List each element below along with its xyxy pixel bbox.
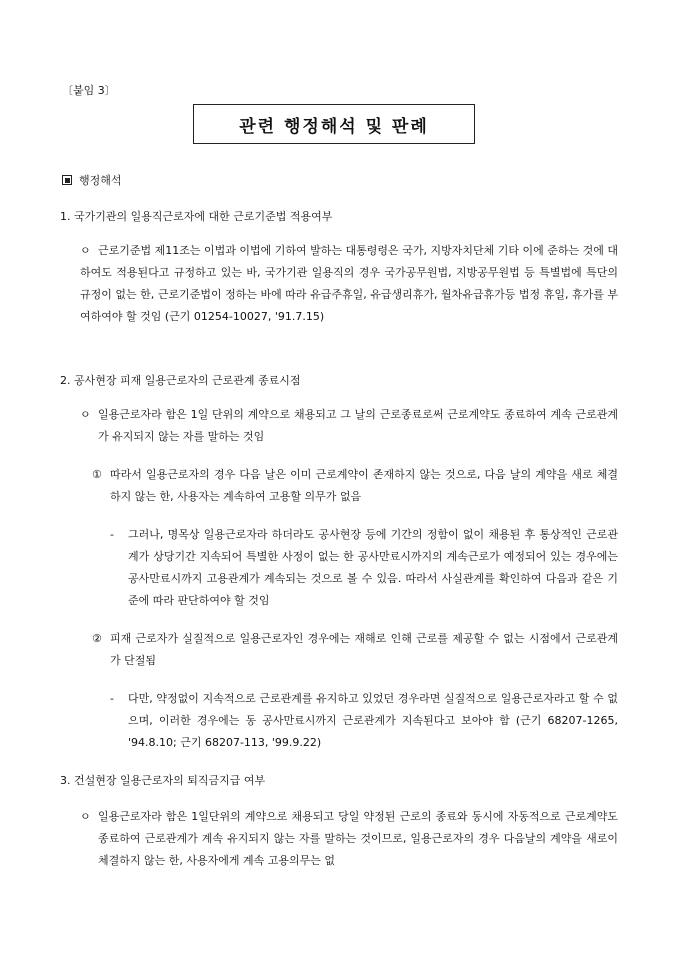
attachment-label: 〔붙임 3〕 bbox=[62, 84, 116, 97]
section-heading-text: 행정해석 bbox=[79, 174, 122, 187]
item-2-bullet bbox=[80, 404, 618, 448]
item-2-sub2-dash bbox=[110, 688, 618, 754]
item-2-sub1-dash bbox=[110, 524, 618, 612]
document-title: 관련 행정해석 및 판례 bbox=[193, 104, 475, 144]
item-2-sub1 bbox=[92, 464, 618, 508]
item-1-bullet bbox=[80, 240, 618, 328]
item-2-bullet-text: 일용근로자라 함은 1일 단위의 계약으로 채용되고 그 날의 근로종료로써 근로계약도 종료하여 계속 근로관계가 유지되지 않는 자를 말하는 것임 bbox=[98, 408, 618, 443]
item-2-sub1-text: 따라서 일용근로자의 경우 다음 날은 이미 근로계약이 존재하지 않는 것으로, 다음 날의 계약을 새로 체결하지 않는 한, 사용자는 계속하여 고용할 의무가 없음 bbox=[110, 468, 618, 503]
item-2-heading: 2. 공사현장 피재 일용근로자의 근로관계 종료시점 bbox=[60, 374, 301, 387]
circled-number-2: ② bbox=[92, 632, 102, 645]
item-3-heading: 3. 건설현장 일용근로자의 퇴직금지급 여부 bbox=[60, 774, 266, 787]
item-1-bullet-text: 근로기준법 제11조는 이법과 이법에 기하여 발하는 대통령령은 국가, 지방자치단체 기타 이에 준하는 것에 대하여도 적용된다고 규정하고 있는 바, 국가기관 일용직의 경우 국가공무원법, 지방공무원법 등 특별법에 특단의 규정이 없는 한, 근로기준법이 정하는 바에 따라 유급주휴일, 유급생리휴가, 월차유급휴가등 법정 휴일, 휴가를 부여하여야 할 것임 (근기 01254-10027, '91.7.15) bbox=[80, 244, 618, 323]
dash-marker: - bbox=[110, 528, 114, 541]
bullet-marker: ㅇ bbox=[80, 810, 91, 823]
item-2-sub2-text: 피재 근로자가 실질적으로 일용근로자인 경우에는 재해로 인해 근로를 제공할 수 없는 시점에서 근로관계가 단절됨 bbox=[110, 632, 618, 667]
item-3-bullet bbox=[80, 806, 618, 872]
dash-marker: - bbox=[110, 692, 114, 705]
bullet-marker: ㅇ bbox=[80, 408, 91, 421]
bullet-marker: ㅇ bbox=[80, 244, 91, 257]
section-heading bbox=[62, 172, 122, 188]
circled-number-1: ① bbox=[92, 468, 102, 481]
item-2-sub2 bbox=[92, 628, 618, 672]
item-3-bullet-text: 일용근로자라 함은 1일단위의 계약으로 채용되고 당일 약정된 근로의 종료와 동시에 자동적으로 근로계약도 종료하여 근로관계가 계속 유지되지 않는 자를 말하는 것이므로, 일용근로자의 경우 다음날의 계약을 새로이 체결하지 않는 한, 사용자에게 계속 고용의무는 없 bbox=[98, 810, 618, 867]
item-2-sub1-dash-text: 그러나, 명목상 일용근로자라 하더라도 공사현장 등에 기간의 정함이 없이 채용된 후 통상적인 근로관계가 상당기간 지속되어 특별한 사정이 없는 한 공사만료시까지의 계속근로가 예정되어 있는 경우에는 공사만료시까지 고용관계가 계속되는 것으로 볼 수 있음. 따라서 사실관계를 확인하여 다음과 같은 기준에 따라 판단하여야 할 것임 bbox=[128, 528, 618, 607]
filled-square-icon bbox=[62, 175, 72, 185]
item-1-heading: 1. 국가기관의 일용직근로자에 대한 근로기준법 적용여부 bbox=[60, 210, 333, 223]
item-2-sub2-dash-text: 다만, 약정없이 지속적으로 근로관계를 유지하고 있었던 경우라면 실질적으로 일용근로자라고 할 수 없으며, 이러한 경우에는 동 공사만료시까지 근로관계가 지속된다고 보아야 함 (근기 68207-1265, '94.8.10; 근기 68207-113, '99.9.22) bbox=[128, 692, 618, 749]
